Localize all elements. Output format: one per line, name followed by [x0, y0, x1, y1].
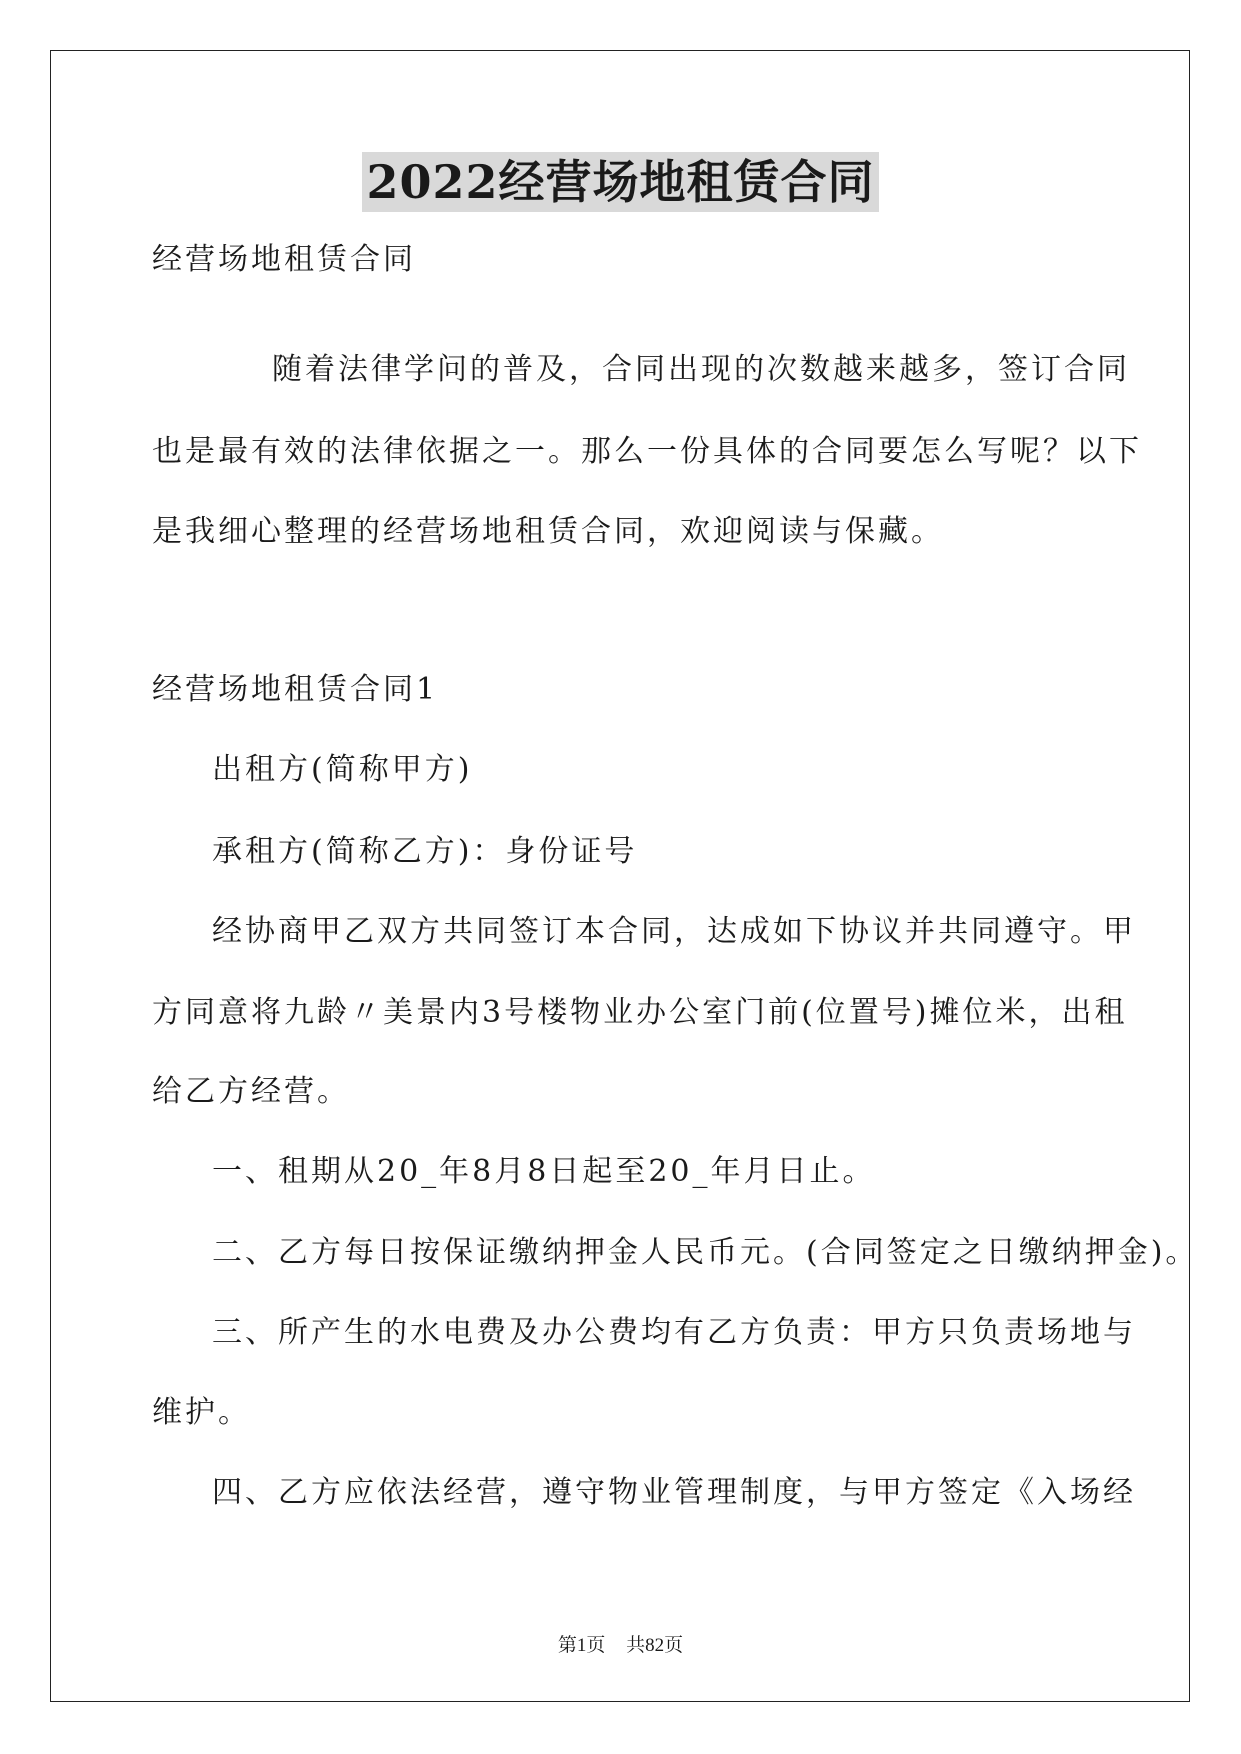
clause-line: 二、乙方每日按保证缴纳押金人民币元。(合同签定之日缴纳押金)。 — [212, 1235, 1199, 1270]
paragraph-line: 承租方(简称乙方)：身份证号 — [212, 834, 638, 869]
paragraph-line: 给乙方经营。 — [152, 1074, 350, 1109]
page-footer — [0, 1630, 1241, 1657]
document-title: 2022经营场地租赁合同 — [362, 152, 878, 212]
paragraph-line: 出租方(简称甲方) — [212, 752, 473, 787]
paragraph-line: 随着法律学问的普及，合同出现的次数越来越多，签订合同 — [272, 352, 1130, 387]
paragraph-line: 也是最有效的法律依据之一。那么一份具体的合同要怎么写呢？以下 — [152, 434, 1142, 469]
clause-line: 维护。 — [152, 1395, 251, 1430]
section-heading: 经营场地租赁合同1 — [152, 672, 439, 707]
paragraph-line: 是我细心整理的经营场地租赁合同，欢迎阅读与保藏。 — [152, 514, 944, 549]
paragraph-line: 方同意将九龄〃美景内3号楼物业办公室门前(位置号)摊位米，出租 — [152, 995, 1128, 1030]
clause-line: 三、所产生的水电费及办公费均有乙方负责：甲方只负责场地与 — [212, 1315, 1136, 1350]
paragraph-line: 经协商甲乙双方共同签订本合同，达成如下协议并共同遵守。甲 — [212, 914, 1136, 949]
clause-line: 四、乙方应依法经营，遵守物业管理制度，与甲方签定《入场经 — [212, 1475, 1136, 1510]
page-total: 共82页 — [626, 1635, 684, 1656]
page-border — [50, 50, 1190, 1702]
clause-line: 一、租期从20_年8月8日起至20_年月日止。 — [212, 1154, 876, 1189]
page-number: 第1页 — [557, 1635, 606, 1656]
subtitle-line: 经营场地租赁合同 — [152, 242, 416, 277]
title-container — [0, 152, 1241, 212]
